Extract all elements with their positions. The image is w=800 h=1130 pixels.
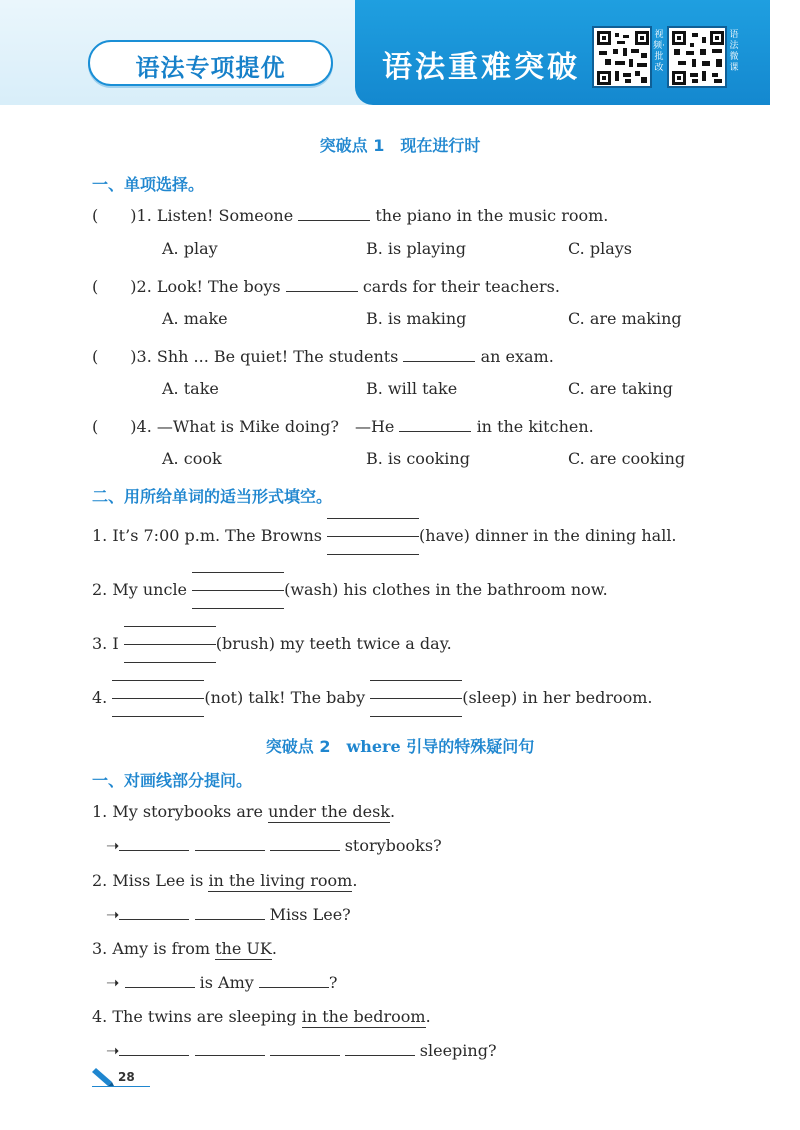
question-text: the piano in the music room.	[375, 206, 609, 225]
question-number: 3	[136, 347, 147, 366]
answer-blank[interactable]	[370, 689, 462, 703]
item-text: I	[112, 634, 124, 653]
option-b[interactable]: B. will take	[366, 379, 458, 398]
answer-line-3	[106, 973, 337, 992]
arrow-icon: ➝	[106, 973, 120, 992]
question-text: —What is Mike doing? —He	[156, 417, 395, 436]
answer-blank[interactable]	[195, 836, 265, 851]
answer-blank[interactable]	[112, 689, 204, 703]
item-text: (wash) his clothes in the bathroom now.	[284, 580, 608, 599]
item-text: (brush) my teeth twice a day.	[215, 634, 452, 653]
item-text: Miss Lee?	[269, 905, 351, 924]
arrow-icon: ➝	[106, 1041, 120, 1060]
option-c[interactable]: C. are cooking	[568, 449, 686, 468]
question-item-3: 3. Amy is from the UK.	[92, 939, 277, 958]
answer-blank[interactable]	[192, 581, 284, 595]
option-b[interactable]: B. is making	[366, 309, 467, 328]
answer-blank[interactable]	[327, 527, 419, 541]
item-text: My storybooks are	[112, 802, 269, 821]
question-text: an exam.	[480, 347, 554, 366]
mc-question-1: ( )1. Listen! Someone the piano in the music room.	[92, 206, 609, 225]
item-text: The twins are sleeping	[112, 1007, 302, 1026]
item-text: (have) dinner in the dining hall.	[419, 526, 677, 545]
option-a[interactable]: A. play	[162, 239, 218, 258]
item-text: sleeping?	[419, 1041, 497, 1060]
mc-question-4: ( )4. —What is Mike doing? —He in the kitchen.	[92, 417, 594, 436]
item-text: ?	[328, 973, 338, 992]
option-c[interactable]: C. are making	[568, 309, 682, 328]
answer-blank[interactable]	[119, 836, 189, 851]
underlined-phrase: in the bedroom	[301, 1007, 426, 1026]
qr-code-icon[interactable]	[592, 26, 652, 88]
option-b[interactable]: B. is cooking	[366, 449, 470, 468]
item-number: 2.	[92, 580, 113, 599]
question-number: 2	[136, 277, 147, 296]
item-text: (not) talk! The baby	[204, 688, 371, 707]
question-item-4: 4. The twins are sleeping in the bedroom.	[92, 1007, 431, 1026]
mc-question-2: ( )2. Look! The boys cards for their teachers.	[92, 277, 560, 296]
answer-blank[interactable]	[286, 277, 358, 292]
item-text: It’s 7:00 p.m. The Browns	[112, 526, 328, 545]
section1-part1-heading: 一、单项选择。	[92, 175, 205, 194]
question-number: 4	[136, 417, 147, 436]
item-text: storybooks?	[344, 836, 442, 855]
answer-blank[interactable]	[270, 836, 340, 851]
item-number: 4.	[92, 688, 113, 707]
item-text: is Amy	[199, 973, 254, 992]
item-text: Miss Lee is	[112, 871, 209, 890]
option-a[interactable]: A. take	[162, 379, 219, 398]
section1-part2-heading: 二、用所给单词的适当形式填空。	[92, 487, 333, 506]
qr1-label: 视频·批改	[653, 30, 665, 73]
answer-line-1	[106, 836, 442, 855]
answer-blank[interactable]	[345, 1041, 415, 1056]
question-number: 1	[136, 206, 147, 225]
section1-title: 突破点 1 现在进行时	[319, 136, 481, 155]
question-text: Shh ... Be quiet! The students	[156, 347, 399, 366]
question-item-2: 2. Miss Lee is in the living room.	[92, 871, 358, 890]
option-c[interactable]: C. are taking	[568, 379, 673, 398]
option-a[interactable]: A. make	[162, 309, 228, 328]
section2-title: 突破点 2 where 引导的特殊疑问句	[265, 737, 535, 756]
question-text: Listen! Someone	[156, 206, 294, 225]
item-text: My uncle	[112, 580, 193, 599]
header-title: 语法重难突破	[382, 50, 580, 85]
fill-item-2	[92, 580, 608, 599]
option-a[interactable]: A. cook	[162, 449, 222, 468]
pencil-icon	[90, 1068, 116, 1086]
underlined-phrase: the UK	[215, 939, 272, 958]
qr2-label: 语法微课	[729, 30, 739, 73]
item-text: (sleep) in her bedroom.	[462, 688, 653, 707]
answer-blank[interactable]	[195, 905, 265, 920]
question-text: in the kitchen.	[476, 417, 594, 436]
question-item-1: 1. My storybooks are under the desk.	[92, 802, 396, 821]
section2-part1-heading: 一、对画线部分提问。	[92, 771, 253, 790]
answer-blank[interactable]	[399, 417, 471, 432]
question-text: cards for their teachers.	[362, 277, 560, 296]
header-left-label: 语法专项提优	[135, 54, 286, 82]
option-b[interactable]: B. is playing	[366, 239, 466, 258]
fill-item-4	[92, 688, 653, 707]
answer-blank[interactable]	[119, 905, 189, 920]
fill-item-3	[92, 634, 452, 653]
answer-blank[interactable]	[195, 1041, 265, 1056]
underlined-phrase: in the living room	[208, 871, 353, 890]
mc-question-3: ( )3. Shh ... Be quiet! The students an exam.	[92, 347, 554, 366]
answer-blank[interactable]	[124, 635, 216, 649]
item-number: 4.	[92, 1007, 113, 1026]
underlined-phrase: under the desk	[268, 802, 391, 821]
arrow-icon: ➝	[106, 905, 120, 924]
answer-blank[interactable]	[119, 1041, 189, 1056]
item-number: 3.	[92, 939, 113, 958]
answer-blank[interactable]	[259, 973, 329, 988]
item-number: 2.	[92, 871, 113, 890]
answer-blank[interactable]	[270, 1041, 340, 1056]
header-label-pill	[88, 40, 333, 86]
answer-blank[interactable]	[403, 347, 475, 362]
item-text: Amy is from	[112, 939, 216, 958]
page-number-underline	[92, 1086, 150, 1087]
answer-line-2	[106, 905, 351, 924]
page-number: 28	[118, 1070, 135, 1084]
item-number: 1.	[92, 526, 113, 545]
qr-code-icon-2[interactable]	[667, 26, 727, 88]
answer-line-4	[106, 1041, 497, 1060]
item-number: 3.	[92, 634, 113, 653]
answer-blank[interactable]	[298, 206, 370, 221]
item-number: 1.	[92, 802, 113, 821]
question-text: Look! The boys	[156, 277, 281, 296]
fill-item-1	[92, 526, 677, 545]
answer-blank[interactable]	[125, 973, 195, 988]
arrow-icon: ➝	[106, 836, 120, 855]
option-c[interactable]: C. plays	[568, 239, 632, 258]
